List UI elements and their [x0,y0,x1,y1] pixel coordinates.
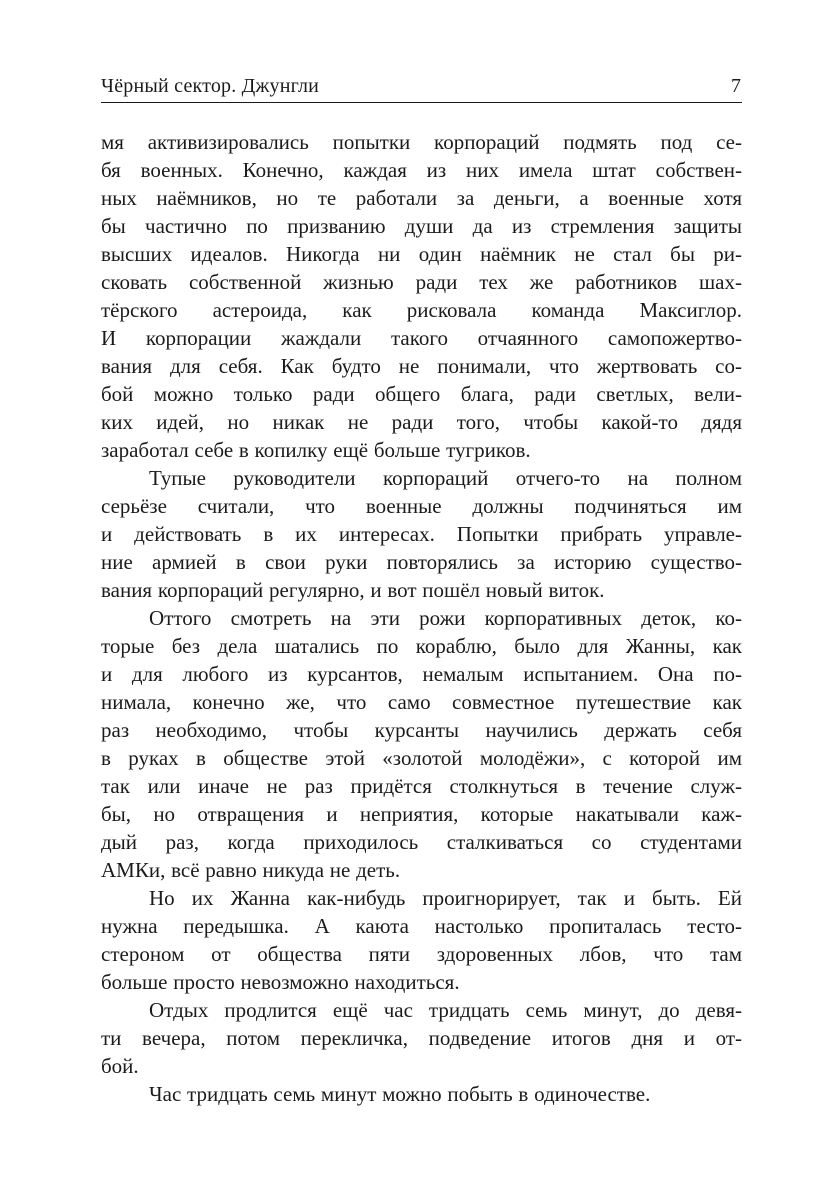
text-line: так или иначе не раз придётся столкнуться в течение служ- [101,774,742,798]
text-line: тёрского астероида, как рисковала команда Максиглор. [101,298,742,322]
text-line: нимала, конечно же, что само совместное путешествие как [101,690,742,714]
text-line: бы, но отвращения и неприятия, которые накатывали каж- [101,802,742,826]
text-line: ти вечера, потом перекличка, подведение итогов дня и от- [101,1026,742,1050]
text-line: вания для себя. Как будто не понимали, что жертвовать со- [101,354,742,378]
text-line: заработал себе в копилку ещё больше тугриков. [101,438,531,462]
text-line: Час тридцать семь минут можно побыть в одиночестве. [149,1082,651,1106]
text-line: Отдых продлится ещё час тридцать семь минут, до девя- [149,998,742,1022]
text-line: торые без дела шатались по кораблю, было для Жанны, как [101,634,742,658]
text-line: Оттого смотреть на эти рожи корпоративных деток, ко- [149,606,742,630]
text-block [101,128,742,1108]
text-line: раз необходимо, чтобы курсанты научились держать себя [101,718,742,742]
text-line: бы частично по призванию души да из стремления защиты [101,214,742,238]
text-line: дый раз, когда приходилось сталкиваться со студентами [101,830,742,854]
text-line: бой. [101,1054,139,1078]
text-line: ние армией в свои руки повторялись за историю существо- [101,550,742,574]
text-line: стероном от общества пяти здоровенных лбов, что там [101,942,742,966]
text-line: И корпорации жаждали такого отчаянного самопожертво- [101,326,742,350]
text-line: больше просто невозможно находиться. [101,970,460,994]
text-line: нужна передышка. А каюта настолько пропиталась тесто- [101,914,742,938]
text-line: Тупые руководители корпораций отчего-то на полном [149,466,742,490]
text-line: и действовать в их интересах. Попытки прибрать управле- [101,522,742,546]
text-line: сковать собственной жизнью ради тех же работников шах- [101,270,742,294]
text-line: мя активизировались попытки корпораций подмять под се- [101,130,742,154]
text-line: в руках в обществе этой «золотой молодёжи», с которой им [101,746,742,770]
text-line: вания корпораций регулярно, и вот пошёл новый виток. [101,578,605,602]
text-line: ких идей, но никак не ради того, чтобы какой-то дядя [101,410,742,434]
text-line: АМКи, всё равно никуда не деть. [101,858,401,882]
text-line: бя военных. Конечно, каждая из них имела штат собствен- [101,158,742,182]
text-line: бой можно только ради общего блага, ради светлых, вели- [101,382,742,406]
header-rule [101,102,742,103]
text-line: и для любого из курсантов, немалым испытанием. Она по- [101,662,742,686]
page-number: 7 [731,75,741,97]
text-line: ных наёмников, но те работали за деньги, а военные хотя [101,186,742,210]
text-line: Но их Жанна как-нибудь проигнорирует, так и быть. Ей [149,886,742,910]
text-line: серьёзе считали, что военные должны подчиняться им [101,494,742,518]
text-line: высших идеалов. Никогда ни один наёмник не стал бы ри- [101,242,742,266]
running-title: Чёрный сектор. Джунгли [101,75,320,97]
